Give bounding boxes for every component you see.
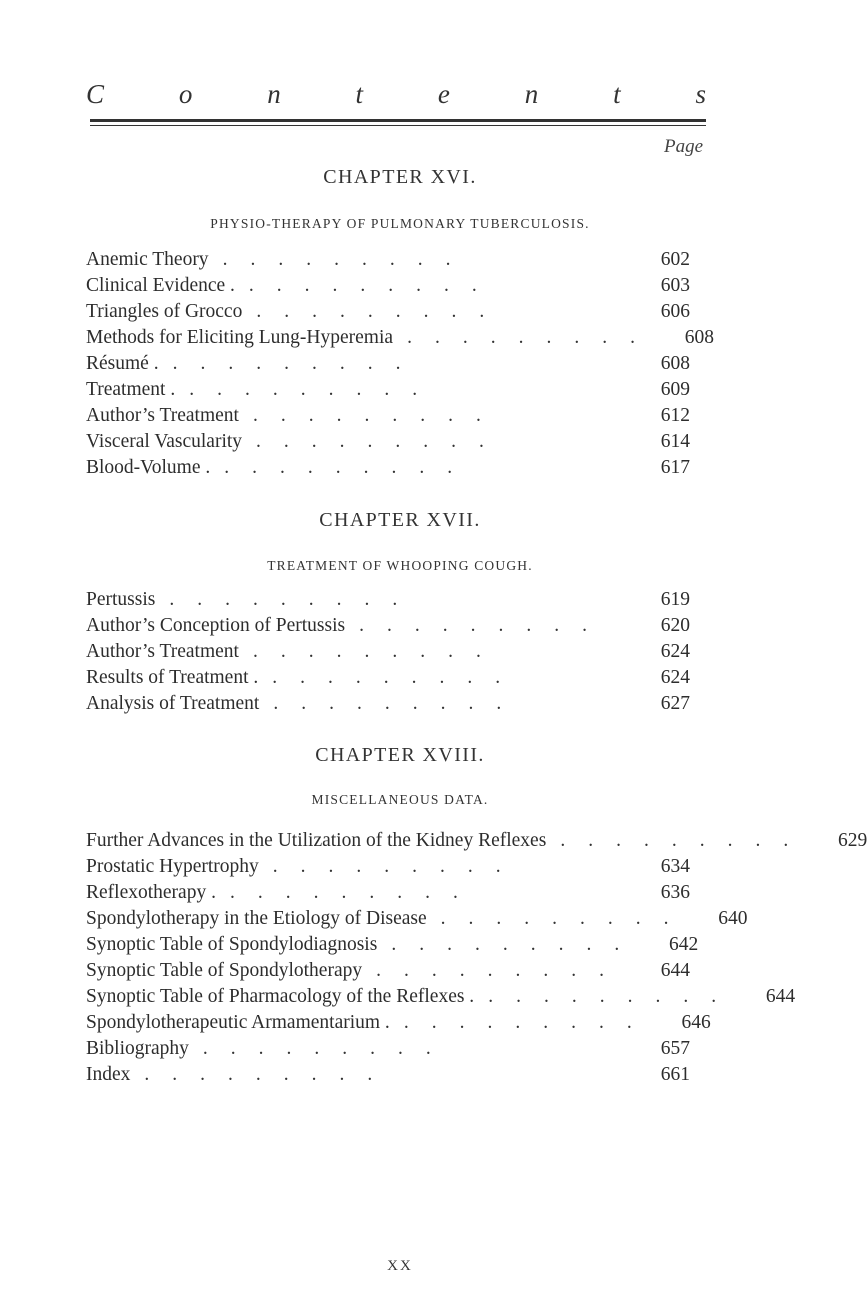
entry-page: 636 bbox=[660, 882, 690, 903]
toc-entry[interactable] bbox=[86, 249, 690, 275]
entry-page: 620 bbox=[660, 615, 690, 636]
toc-entry[interactable] bbox=[86, 405, 690, 431]
heading-letter: n bbox=[267, 79, 281, 109]
entry-label: Treatment . bbox=[86, 379, 176, 400]
toc-entry[interactable] bbox=[86, 693, 690, 719]
entry-page: 661 bbox=[660, 1064, 690, 1085]
toc-entry[interactable] bbox=[86, 1012, 711, 1038]
entry-page: 602 bbox=[660, 249, 690, 270]
heading-letter: C bbox=[86, 79, 105, 109]
heading-rule-thin bbox=[90, 125, 706, 126]
entry-label: Author’s Treatment bbox=[86, 405, 239, 426]
entry-label: Prostatic Hypertrophy bbox=[86, 856, 259, 877]
entry-page: 627 bbox=[660, 693, 690, 714]
chapter-subtitle: MISCELLANEOUS DATA. bbox=[311, 792, 489, 807]
entry-page: 634 bbox=[660, 856, 690, 877]
leader-dots: ......... bbox=[169, 589, 421, 610]
heading-letter: t bbox=[355, 79, 364, 109]
entry-label: Bibliography bbox=[86, 1038, 189, 1059]
toc-entry[interactable] bbox=[86, 908, 748, 934]
leader-dots: ......... bbox=[248, 275, 500, 296]
toc-entry[interactable] bbox=[86, 1064, 690, 1090]
leader-dots: ......... bbox=[229, 882, 481, 903]
entry-page: 644 bbox=[765, 986, 796, 1007]
chapter-subtitle: PHYSIO-THERAPY OF PULMONARY TUBERCULOSIS. bbox=[210, 216, 590, 231]
entry-page: 657 bbox=[660, 1038, 690, 1059]
entry-page: 624 bbox=[660, 641, 690, 662]
leader-dots: ......... bbox=[272, 667, 524, 688]
heading-rule bbox=[90, 119, 706, 122]
entry-label: Author’s Conception of Pertussis bbox=[86, 615, 346, 636]
leader-dots: ......... bbox=[440, 908, 692, 929]
entry-label: Author’s Treatment bbox=[86, 641, 239, 662]
entry-page: 646 bbox=[681, 1012, 711, 1033]
entry-label: Analysis of Treatment bbox=[86, 693, 260, 714]
entry-label: Synoptic Table of Spondylodiagnosis bbox=[86, 934, 378, 955]
entry-label: Triangles of Grocco bbox=[86, 301, 243, 322]
leader-dots: ......... bbox=[407, 327, 658, 348]
leader-dots: ......... bbox=[391, 934, 643, 955]
entry-label: Spondylotherapy in the Etiology of Disease bbox=[86, 908, 427, 929]
page-folio: XX bbox=[387, 1258, 413, 1274]
entry-page: 608 bbox=[684, 327, 714, 348]
leader-dots: ......... bbox=[273, 693, 525, 714]
leader-dots: ......... bbox=[488, 986, 740, 1007]
entry-page: 619 bbox=[660, 589, 690, 610]
entry-label: Further Advances in the Utilization of the Kidney Reflexes bbox=[86, 830, 547, 851]
leader-dots: ......... bbox=[256, 431, 507, 452]
leader-dots: ......... bbox=[252, 641, 504, 662]
entry-label: Clinical Evidence . bbox=[86, 275, 235, 296]
leader-dots: ......... bbox=[359, 615, 610, 636]
entry-label: Methods for Eliciting Lung-Hyperemia bbox=[86, 327, 394, 348]
toc-entry[interactable] bbox=[86, 830, 867, 856]
leader-dots: ......... bbox=[202, 1038, 454, 1059]
toc-entry[interactable] bbox=[86, 379, 690, 405]
toc-entry[interactable] bbox=[86, 856, 690, 882]
heading-letter: s bbox=[695, 79, 706, 109]
entry-label: Visceral Vascularity bbox=[86, 431, 243, 452]
toc-entry[interactable] bbox=[86, 327, 714, 353]
leader-dots: ......... bbox=[172, 353, 424, 374]
toc-entry[interactable] bbox=[86, 301, 690, 327]
heading-letter: o bbox=[178, 79, 193, 109]
chapter-title: CHAPTER XVI. bbox=[323, 166, 477, 188]
heading-letter: e bbox=[437, 79, 450, 109]
entry-page: 603 bbox=[660, 275, 690, 296]
entry-page: 614 bbox=[660, 431, 690, 452]
leader-dots: ......... bbox=[189, 379, 441, 400]
toc-entry[interactable] bbox=[86, 1038, 690, 1064]
entry-page: 609 bbox=[660, 379, 690, 400]
toc-entry[interactable] bbox=[86, 275, 690, 301]
entry-label: Reflexotherapy . bbox=[86, 882, 216, 903]
chapter-subtitle: TREATMENT OF WHOOPING COUGH. bbox=[267, 558, 533, 573]
entry-page: 640 bbox=[718, 908, 748, 929]
entry-label: Spondylotherapeutic Armamentarium . bbox=[86, 1012, 390, 1033]
entry-label: Synoptic Table of Pharmacology of the Reflexes . bbox=[86, 986, 475, 1007]
heading-letter: t bbox=[613, 79, 621, 109]
toc-entry[interactable] bbox=[86, 589, 690, 615]
entry-page: 644 bbox=[660, 960, 690, 981]
leader-dots: ......... bbox=[256, 301, 508, 322]
entry-label: Synoptic Table of Spondylotherapy bbox=[86, 960, 363, 981]
entry-page: 608 bbox=[660, 353, 690, 374]
toc-entry[interactable] bbox=[86, 960, 690, 986]
leader-dots: ......... bbox=[144, 1064, 396, 1085]
toc-entry[interactable] bbox=[86, 986, 796, 1012]
page-column-label: Page bbox=[664, 136, 704, 157]
entry-label: Résumé . bbox=[86, 353, 159, 374]
heading-letter: n bbox=[524, 79, 539, 109]
entry-page: 629 bbox=[837, 830, 867, 851]
leader-dots: ......... bbox=[272, 856, 524, 877]
leader-dots: ......... bbox=[376, 960, 627, 981]
entry-page: 612 bbox=[660, 405, 690, 426]
toc-entry[interactable] bbox=[86, 667, 690, 693]
chapter-title: CHAPTER XVIII. bbox=[315, 744, 485, 766]
chapter-title: CHAPTER XVII. bbox=[319, 509, 481, 531]
entry-label: Blood-Volume . bbox=[86, 457, 211, 478]
toc-entry[interactable] bbox=[86, 615, 690, 641]
leader-dots: ......... bbox=[224, 457, 476, 478]
leader-dots: ......... bbox=[222, 249, 474, 270]
toc-entry[interactable] bbox=[86, 353, 690, 379]
entry-label: Anemic Theory bbox=[86, 249, 209, 270]
entry-label: Pertussis bbox=[86, 589, 156, 610]
toc-entry[interactable] bbox=[86, 457, 690, 483]
entry-page: 642 bbox=[668, 934, 699, 955]
leader-dots: ......... bbox=[252, 405, 504, 426]
leader-dots: ......... bbox=[403, 1012, 655, 1033]
toc-entry[interactable] bbox=[86, 431, 690, 457]
contents-heading bbox=[86, 70, 706, 110]
entry-page: 624 bbox=[660, 667, 690, 688]
toc-entry[interactable] bbox=[86, 641, 690, 667]
entry-page: 617 bbox=[660, 457, 690, 478]
entry-page: 606 bbox=[660, 301, 690, 322]
leader-dots: ......... bbox=[560, 830, 812, 851]
toc-entry[interactable] bbox=[86, 882, 690, 908]
entry-label: Index bbox=[86, 1064, 131, 1085]
toc-entry[interactable] bbox=[86, 934, 699, 960]
entry-label: Results of Treatment . bbox=[86, 667, 259, 688]
